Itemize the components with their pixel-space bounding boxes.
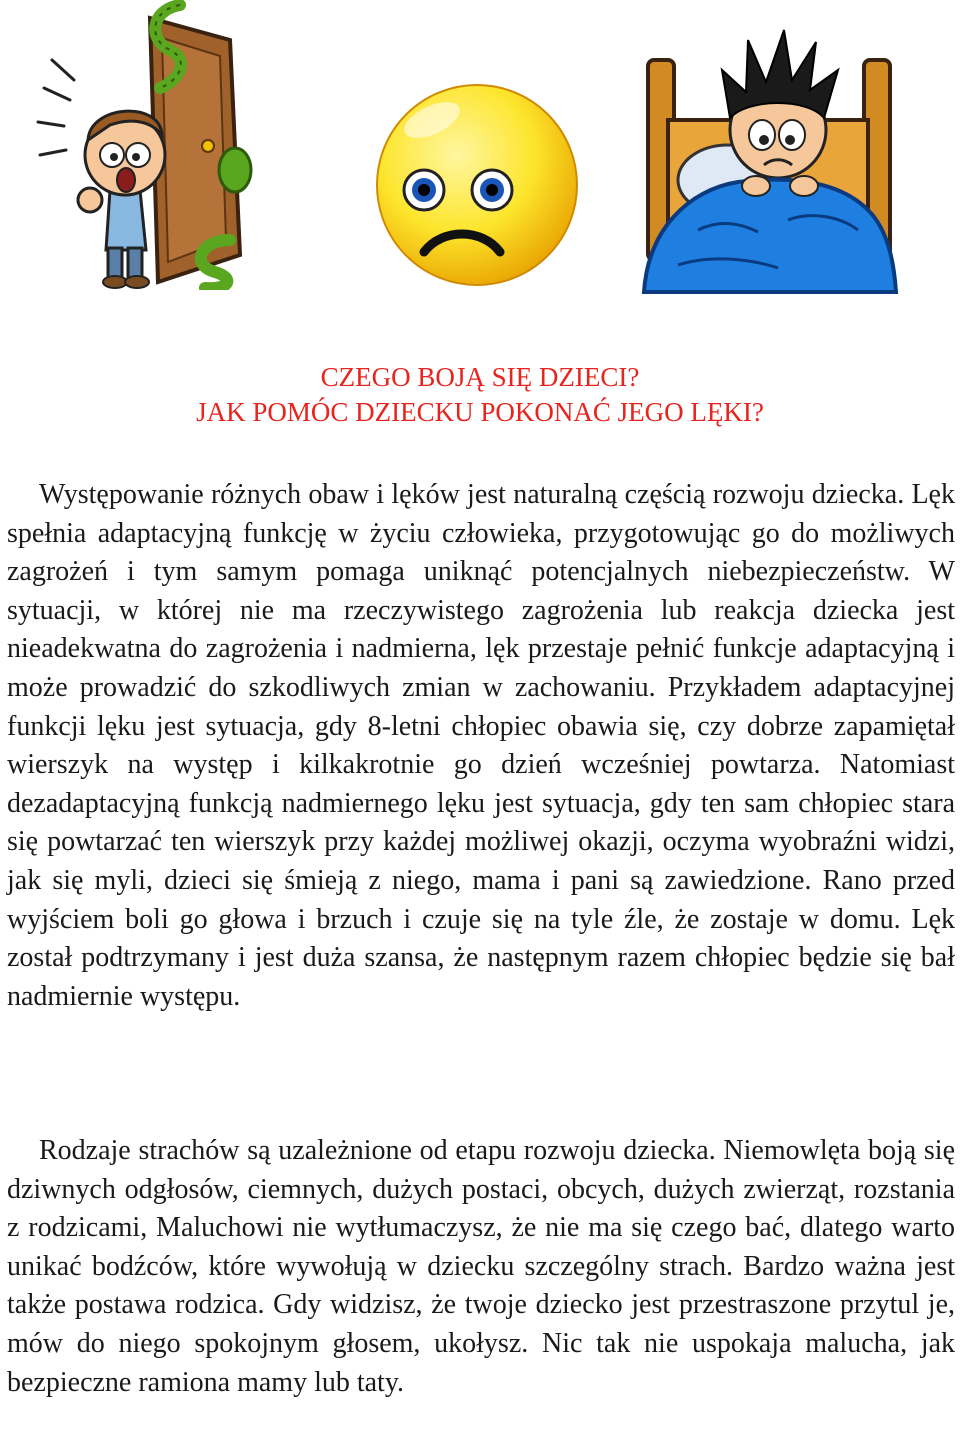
- sad-face-icon: [372, 80, 582, 290]
- title-line-2: JAK POMÓC DZIECKU POKONAĆ JEGO LĘKI?: [196, 397, 764, 427]
- body-paragraph-2: Rodzaje strachów są uzależnione od etapu rozwoju dziecka. Niemowlęta boją się dziwnych odgłosów, ciemnych, dużych postaci, obcych, dużych zwierząt, rozstania z rodzicami, Maluchowi nie wytłumaczysz, że nie ma się czego bać, dlatego warto unikać bodźców, które wywołują w dziecku szczególny strach. Bardzo ważna jest także postawa rodzica. Gdy widzisz, że twoje dziecko jest przestraszone przytul je, mów do niego spokojnym głosem, ukołysz. Nic tak nie uspokaja malucha, jak bezpieczne ramiona mamy lub taty.: [7, 1135, 955, 1398]
- scared-boy-bed-icon: [638, 0, 900, 295]
- scared-boy-door-icon: [30, 0, 260, 290]
- title-line-1: CZEGO BOJĄ SIĘ DZIECI?: [320, 362, 640, 392]
- document-title: [0, 360, 960, 430]
- illustrations-row: [0, 0, 960, 300]
- body-paragraph-1: Występowanie różnych obaw i lęków jest naturalną częścią rozwoju dziecka. Lęk spełnia adaptacyjną funkcję w życiu człowieka, przygotowując go do możliwych zagrożeń i tym samym pomaga uniknąć potencjalnych niebezpieczeństw. W sytuacji, w której nie ma rzeczywistego zagrożenia lub reakcja dziecka jest nieadekwatna do zagrożenia i nadmierna, lęk przestaje pełnić funkcje adaptacyjną i może prowadzić do szkodliwych zmian w zachowaniu. Przykładem adaptacyjnej funkcji lęku jest sytuacja, gdy 8-letni chłopiec obawia się, czy dobrze zapamiętał wierszyk na występ i kilkakrotnie go dzień wcześniej powtarza. Natomiast dezadaptacyjną funkcją nadmiernego lęku jest sytuacja, gdy ten sam chłopiec stara się powtarzać ten wierszyk przy każdej możliwej okazji, oczyma wyobraźni widzi, jak się myli, dzieci się śmieją z niego, mama i pani są zawiedzione. Rano przed wyjściem boli go głowa i brzuch i czuje się na tyle źle, że zostaje w domu. Lęk został podtrzymany i jest duża szansa, że następnym razem chłopiec będzie się bał nadmiernie występu.: [7, 479, 955, 1012]
